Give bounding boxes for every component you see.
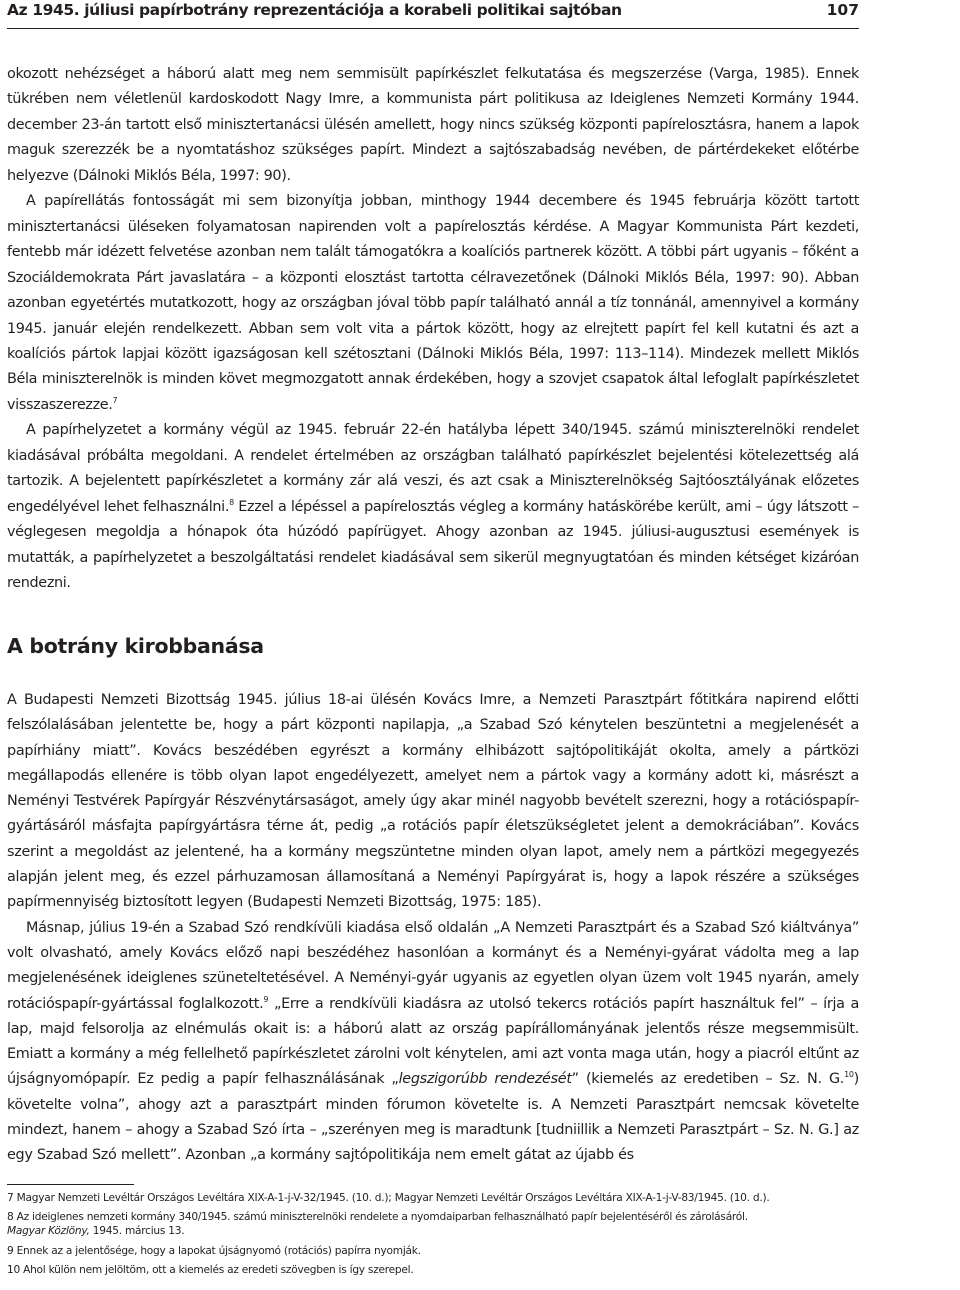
footnote-ref[interactable]: 9 bbox=[263, 994, 269, 1004]
footnote-8: 8 Az ideiglenes nemzeti kormány 340/1945. számú miniszterelnöki rendelete a nyomdaiparban felhasználható papír bejelentéséről és zárolásáról. Magyar Közlöny, 1945. március 13. bbox=[7, 1211, 748, 1238]
paragraph: A papírhelyzetet a kormány végül az 1945. február 22-én hatályba lépett 340/1945. számú miniszterelnöki rendelet kiadásával próbálta megoldani. A rendelet értelmében az országban található papírkészlet bejelentési kötelezettség alá tartozik. A bejelentett papírkészletet a kormány zár alá veszi, és azt csak a Miniszterelnökség Sajtóosztályának előzetes engedélyével lehet felhasználni.$^8$ Ezzel a lépéssel a papírelosztás végleg a kormány hatáskörébe került, ami – úgy látszott – véglegesen megoldja a hónapok óta húzódó papírügyet. Ahogy azonban az 1945. júliusi-augusztusi események is mutatták, a papírhelyzetet a beszolgáltatási rendelet kiadásával sem sikerül megnyugtatóan és minden kétséget kizáróan rendezni. bbox=[7, 422, 859, 592]
footnotes bbox=[7, 1191, 865, 1282]
running-title: Az 1945. júliusi papírbotrány reprezentációja a korabeli politikai sajtóban bbox=[7, 1, 622, 19]
paragraph: Másnap, július 19-én a Szabad Szó rendkívüli kiadása első oldalán „A Nemzeti Parasztpárt és a Szabad Szó kiáltványa” volt olvasható, amely Kovács előző napi beszédéhez hasonlóan a kormányt és a Neményi-gyárat vádolta meg a lap megjelenésének ideiglenes szüneteltetésével. A Neményi-gyár ugyanis az egyetlen olyan üzem volt 1945 nyarán, amely rotációspapír-gyártással foglalkozott.$^9$ „Erre a rendkívüli kiadásra az utolsó tekercs rotációs papírt használtuk fel” – írja a lap, majd felsorolja az elnémulás okait is: a háború alatt az ország papírállományának jelentős része megsemmisült. Emiatt a kormány a még fellelhető papírkészletet zárolni volt kénytelen, ami azt vonta maga után, hogy a piacról eltűnt az újságnyomópapír. Ez pedig a papír felhasználásának „legszigorúbb rendezését” (kiemelés az eredetiben – Sz. N. G.$^{10}$) követelte volna”, ahogy azt a parasztpárt minden fórumon követelte is. A Nemzeti Parasztpárt nemcsak követelte mindezt, hanem – ahogy a Szabad Szó írta – „szerényen meg is maradtunk [tudniillik a Nemzeti Parasztpárt – Sz. N. G.] az egy Szabad Szó mellett”. Azonban „a kormány sajtópolitikája nem emelt gátat az újabb és bbox=[7, 919, 859, 1164]
footnote-separator bbox=[7, 1184, 134, 1185]
paragraph: okozott nehézséget a háború alatt meg nem semmisült papírkészlet felkutatása és megszerzése (Varga, 1985). Ennek tükrében nem véletlenül kardoskodott Nagy Imre, a kommunista párt politikusa az Ideiglenes Nemzeti Kormány 1944. december 23-án tartott első minisztertanácsi ülésén amellett, hogy nincs szükség központi papírelosztásra, hanem a lapok maguk szerezzék be a nyomtatáshoz szükséges papírt. Mindezt a sajtószabadság nevében, de pártérdekeket előtérbe helyezve (Dálnoki Miklós Béla, 1997: 90). bbox=[7, 66, 859, 184]
footnote-9: 9 Ennek az a jelentősége, hogy a lapokat újságnyomó (rotációs) papírra nyomják. bbox=[7, 1244, 421, 1257]
paragraph: A Budapesti Nemzeti Bizottság 1945. július 18-ai ülésén Kovács Imre, a Nemzeti Parasztpárt főtitkára napirend előtti felszólalásában jelentette be, hogy a párt központi napilapja, „a Szabad Szó kénytelen beszüntetni a megjelenését a papírhiány miatt”. Kovács beszédében egyrészt a kormány elhibázott sajtópolitikáját okolta, amely a pártközi megállapodás ellenére is több olyan lapot engedélyezett, amelyet nem a pártok vagy a kormány adott ki, másrészt a Neményi Testvérek Papírgyár Részvénytársaságot, amely úgy akar minél nagyobb bevételt szerezni, hogy a rotációspapír-gyártásáról másfajta papírgyártásra térne át, pedig „a rotációs papír életszükségletet jelent a demokráciában”. Kovács szerint a megoldást az jelentené, ha a kormány megszüntetne minden olyan lapot, amely nem a pártközi megegyezés alapján jelent meg, és ezzel párhuzamosan államosítaná a Neményi Papírgyárat is, hogy a lapok részére a szükséges papírmennyiség biztosított legyen (Budapesti Nemzeti Bizottság, 1975: 185). bbox=[7, 692, 859, 911]
footnote-10: 10 Ahol külön nem jelöltöm, ott a kiemelés az eredeti szövegben is így szerepel. bbox=[7, 1263, 414, 1276]
paragraph: A papírellátás fontosságát mi sem bizonyítja jobban, minthogy 1944 decembere és 1945 februárja között tartott minisztertanácsi üléseken folyamatosan napirenden volt a papírelosztás kérdése. A Magyar Kommunista Párt kezdeti, fentebb már idézett felvetése azonban nem talált támogatókra a koalíciós partnerek között. A többi párt ugyanis – főként a Szociáldemokrata Párt javaslatára – a központi elosztást tartotta célravezetőnek (Dálnoki Miklós Béla, 1997: 90). Abban azonban egyetértés mutatkozott, hogy az országban jóval több papír található annál a tíz tonnánál, amennyivel a kormány 1945. január elején rendelkezett. Abban sem volt vita a pártok között, hogy az elrejtett papírt fel kell kutatni és azt a koalíciós pártok lapjai között igazságosan kell szétosztani (Dálnoki Miklós Béla, 1997: 113–114). Mindezek mellett Miklós Béla miniszterelnök is minden követ megmozgatott annak érdekében, hogy a szovjet csapatok által lefoglalt papírkészletet visszaszerezze.$^7$ bbox=[7, 193, 859, 413]
running-header bbox=[7, 0, 859, 29]
page-number: 107 bbox=[826, 1, 859, 19]
footnote-ref[interactable]: 8 bbox=[229, 497, 234, 507]
section-heading: A botrány kirobbanása bbox=[7, 634, 264, 658]
section-text bbox=[7, 688, 859, 1169]
footnote-ref[interactable]: 7 bbox=[112, 395, 118, 405]
document-page bbox=[7, 0, 859, 1276]
footnote-7: 7 Magyar Nemzeti Levéltár Országos Levéltára XIX-A-1-j-V-32/1945. (10. d.); Magyar Nemzeti Levéltár Országos Levéltára XIX-A-1-j-V-83/1945. (10. d.). bbox=[7, 1192, 770, 1204]
emphasis: legszigorúbb rendezését bbox=[398, 1071, 572, 1088]
intro-text bbox=[7, 62, 859, 597]
footnote-ref[interactable]: 10 bbox=[844, 1070, 854, 1080]
